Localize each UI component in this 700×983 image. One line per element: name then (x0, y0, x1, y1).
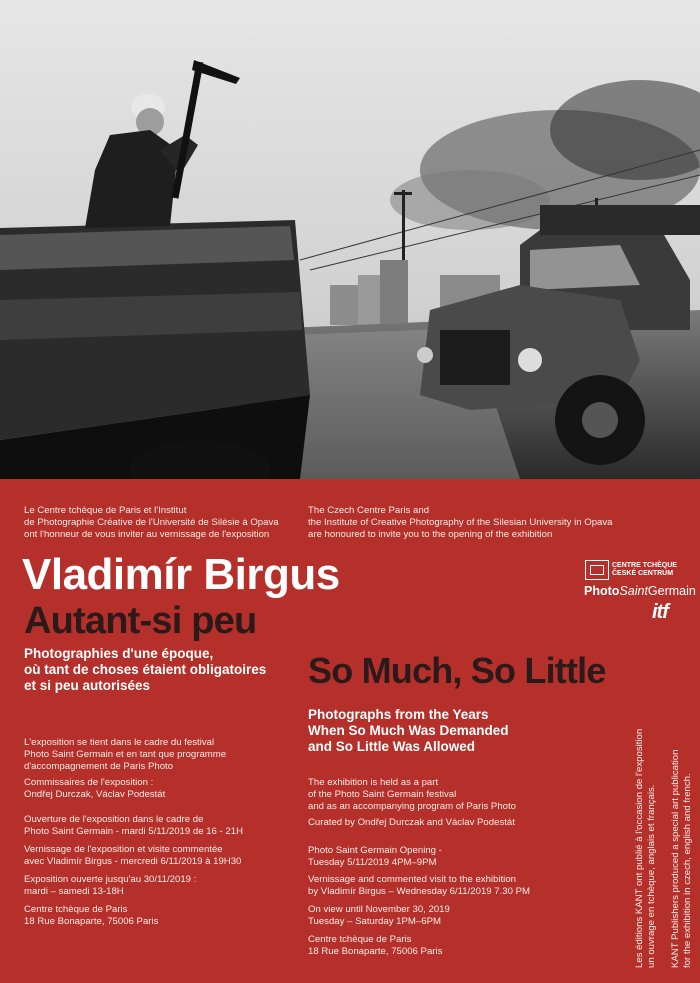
en-open-until: On view until November 30, 2019 Tuesday – Saturday 1PM–6PM (308, 904, 450, 927)
title-english: So Much, So Little (308, 650, 606, 691)
fr-address: Centre tchèque de Paris 18 Rue Bonaparte, 75006 Paris (24, 904, 159, 927)
en-address: Centre tchèque de Paris 18 Rue Bonaparte, 75006 Paris (308, 934, 443, 957)
artist-name: Vladimír Birgus (22, 550, 340, 599)
czech-centre-logo-text: CENTRE TCHÈQUE ČESKÉ CENTRUM (612, 562, 677, 577)
publisher-note: Les éditions KANT ont publié à l'occasion de l'exposition un ouvrage en tchèque, anglais et français. KANT Publishers produced a special art publication for the exhibition in czech, english and french. (634, 728, 693, 968)
subtitle-french: Photographies d'une époque, où tant de choses étaient obligatoires et si peu autorisées (24, 646, 267, 693)
fr-festival: L'exposition se tient dans le cadre du festival Photo Saint Germain et en tant que programme d'accompagnement de Paris Photo (24, 737, 227, 772)
itf-logo: itf (652, 601, 668, 623)
truck-worker-photo (0, 0, 700, 479)
en-vernissage: Vernissage and commented visit to the exhibition by Vladimír Birgus – Wednesday 6/11/2019 7.30 PM (308, 874, 531, 897)
intro-english: The Czech Centre Paris and the Institute of Creative Photography of the Silesian University in Opava are honoured to invite you to the opening of the exhibition (308, 505, 613, 540)
psg-word-3: Germain (647, 584, 696, 598)
psg-word-2: Saint (619, 584, 648, 598)
intro-french: Le Centre tchèque de Paris et l'Institut de Photographie Créative de l'Université de Silésie à Opava ont l'honneur de vous inviter au vernissage de l'exposition (24, 505, 279, 540)
en-opening: Photo Saint Germain Opening - Tuesday 5/11/2019 4PM–9PM (308, 845, 442, 868)
czech-centre-logo-icon (585, 560, 609, 580)
en-festival: The exhibition is held as a part of the Photo Saint Germain festival and as an accompanying program of Paris Photo (308, 777, 516, 812)
fr-open-until: Exposition ouverte jusqu'au 30/11/2019 : mardi – samedi 13-18H (24, 874, 197, 897)
fr-vernissage: Vernissage de l'exposition et visite commentée avec Vladimír Birgus - mercredi 6/11/2019 à 19H30 (24, 844, 242, 867)
fr-opening: Ouverture de l'exposition dans le cadre de Photo Saint Germain - mardi 5/11/2019 de 16 - 21H (24, 814, 244, 837)
photo-saint-germain-logo (584, 584, 696, 598)
subtitle-english: Photographs from the Years When So Much Was Demanded and So Little Was Allowed (308, 707, 509, 754)
psg-word-1: Photo (584, 584, 620, 598)
en-curators: Curated by Ondřej Durczak and Václav Podestát (308, 817, 515, 828)
title-french: Autant-si peu (24, 600, 257, 642)
cover-photograph (0, 0, 700, 479)
fr-curators: Commissaires de l'exposition : Ondřej Durczak, Václav Podestát (24, 777, 166, 800)
